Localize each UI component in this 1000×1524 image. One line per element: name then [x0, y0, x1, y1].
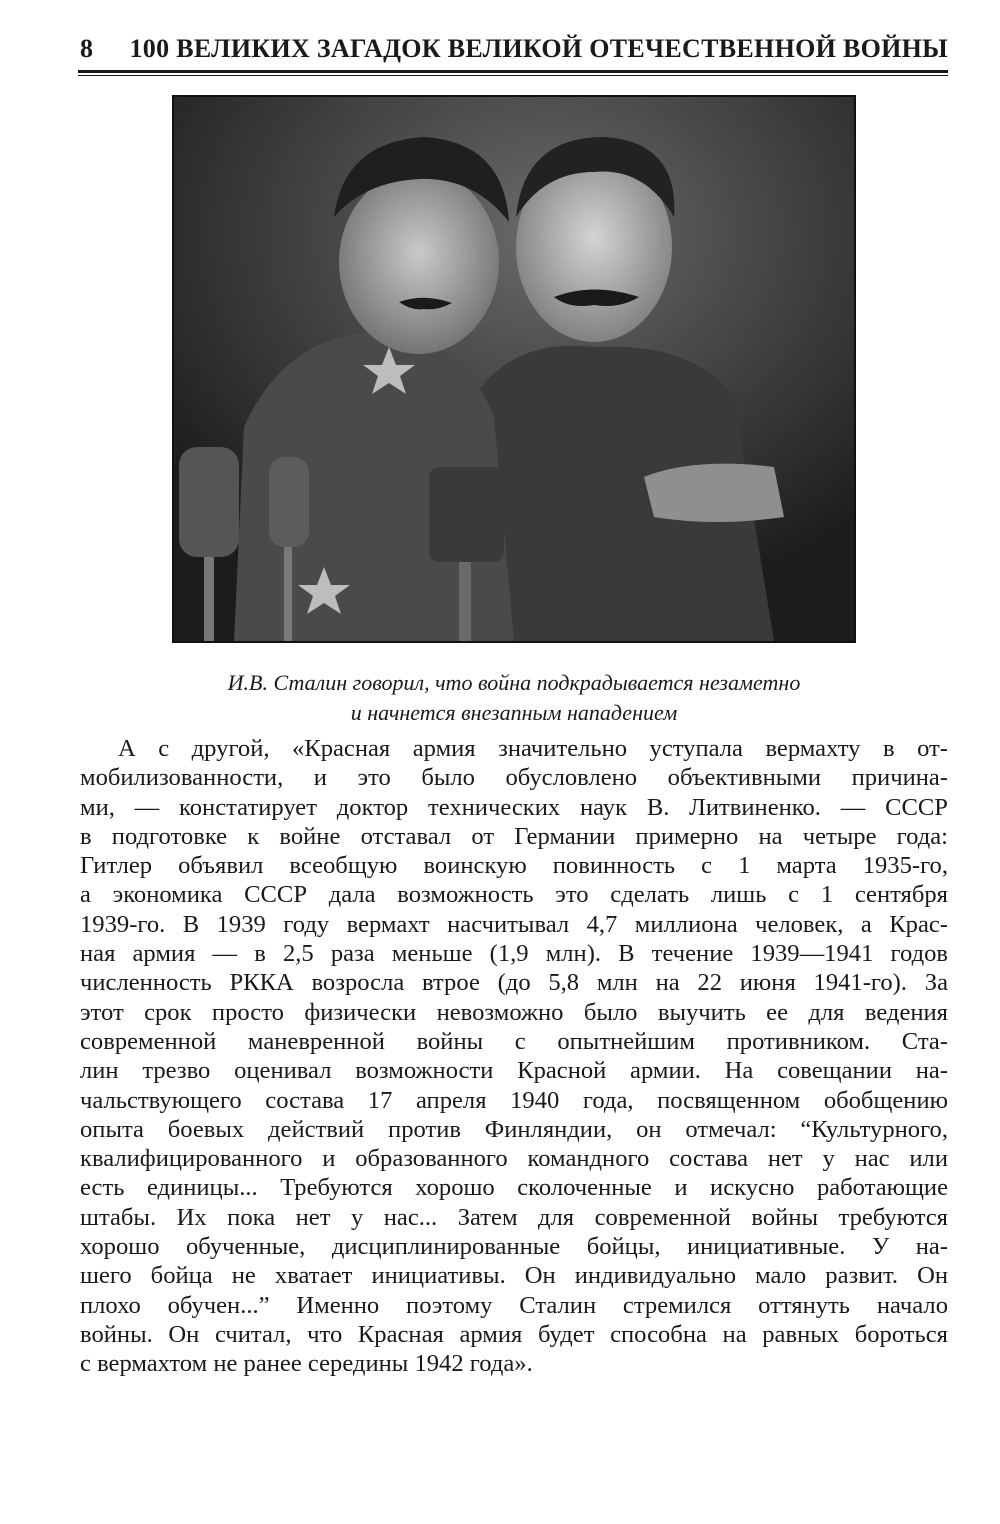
text-line: ми, — констатирует доктор технических наук В. Литвиненко. — СССР	[80, 793, 948, 821]
text-line: войны. Он считал, что Красная армия будет способна на равных бороться	[80, 1320, 948, 1348]
historical-photo	[172, 95, 856, 643]
text-line: с вермахтом не ранее середины 1942 года».	[80, 1350, 533, 1378]
text-line: 1939-го. В 1939 году вермахт насчитывал 4,7 миллиона человек, а Крас-	[80, 910, 948, 938]
photo-illustration	[174, 97, 854, 641]
text-line: Гитлер объявил всеобщую воинскую повинность с 1 марта 1935-го,	[80, 852, 948, 880]
text-line: плохо обучен...” Именно поэтому Сталин стремился оттянуть начало	[80, 1291, 948, 1319]
text-line: есть единицы... Требуются хорошо сколоченные и искусно работающие	[80, 1174, 948, 1202]
body-text	[80, 734, 948, 1379]
text-line: этот срок просто физически невозможно было выучить ее для ведения	[80, 998, 948, 1026]
figure-right-hands	[644, 464, 784, 522]
text-line: шего бойца не хватает инициативы. Он индивидуально мало развит. Он	[80, 1262, 948, 1290]
page-header	[80, 28, 948, 68]
figure-left-face	[339, 170, 499, 354]
header-rule	[78, 70, 948, 76]
text-line: хорошо обученные, дисциплинированные бойцы, инициативные. У на-	[80, 1233, 948, 1261]
text-line: ная армия — в 2,5 раза меньше (1,9 млн). В течение 1939—1941 годов	[80, 940, 948, 968]
figure-caption	[80, 668, 948, 728]
text-line: численность РККА возросла втрое (до 5,8 млн на 22 июня 1941-го). За	[80, 969, 948, 997]
text-line: а экономика СССР дала возможность это сделать лишь с 1 сентября	[80, 881, 948, 909]
text-line: опыта боевых действий против Финляндии, он отмечал: “Культурного,	[80, 1115, 948, 1143]
text-line: лин трезво оценивал возможности Красной армии. На совещании на-	[80, 1057, 948, 1085]
text-line: штабы. Их пока нет у нас... Затем для современной войны требуются	[80, 1203, 948, 1231]
page-number: 8	[80, 34, 93, 63]
text-line: чальствующего состава 17 апреля 1940 года, посвященном обобщению	[80, 1086, 948, 1114]
caption-line: и начнется внезапным нападением	[350, 700, 678, 725]
text-line: в подготовке к войне отставал от Германии примерно на четыре года:	[80, 822, 948, 850]
text-line: А с другой, «Красная армия значительно уступала вермахту в от-	[118, 735, 948, 762]
running-title: 100 ВЕЛИКИХ ЗАГАДОК ВЕЛИКОЙ ОТЕЧЕСТВЕННОЙ ВОЙНЫ	[129, 34, 948, 63]
text-line: квалифицированного и образованного командного состава нет у нас или	[80, 1145, 948, 1173]
text-line: современной маневренной войны с опытнейшим противником. Ста-	[80, 1027, 948, 1055]
caption-line: И.В. Сталин говорил, что война подкрадывается незаметно	[227, 670, 801, 695]
text-line: мобилизованности, и это было обусловлено объективными причина-	[80, 764, 948, 792]
